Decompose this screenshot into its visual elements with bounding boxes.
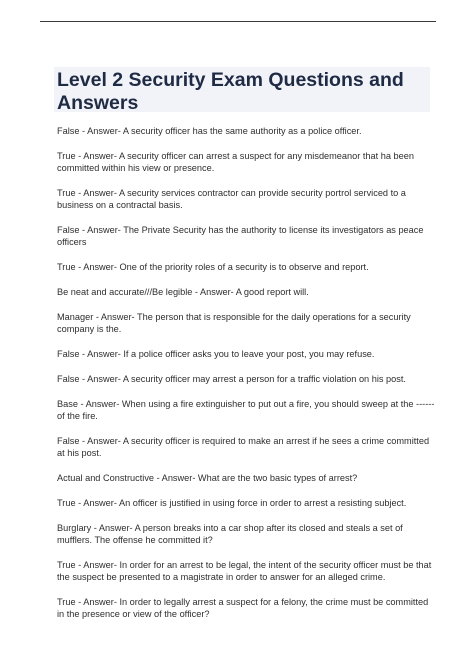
qa-item: True - Answer- A security services contractor can provide security portrol serviced to a business on a contractal basis. bbox=[57, 188, 406, 210]
qa-item: False - Answer- If a police officer asks you to leave your post, you may refuse. bbox=[57, 349, 375, 359]
qa-item: False - Answer- A security officer has the same authority as a police officer. bbox=[57, 126, 362, 136]
qa-item: True - Answer- An officer is justified in using force in order to arrest a resisting subject. bbox=[57, 498, 407, 508]
qa-item: Base - Answer- When using a fire extinguisher to put out a fire, you should sweep at the ------ of the fire. bbox=[57, 399, 435, 421]
qa-item: False - Answer- A security officer may arrest a person for a traffic violation on his post. bbox=[57, 374, 406, 384]
document-title: Level 2 Security Exam Questions and Answers bbox=[57, 69, 404, 114]
qa-list bbox=[57, 125, 435, 633]
header-rule bbox=[40, 21, 436, 22]
qa-item: True - Answer- In order for an arrest to be legal, the intent of the security officer must be that the suspect be presented to a magistrate in order to answer for an alleged crime. bbox=[57, 560, 432, 582]
qa-item: Actual and Constructive - Answer- What are the two basic types of arrest? bbox=[57, 473, 358, 483]
qa-item: False - Answer- A security officer is required to make an arrest if he sees a crime committed at his post. bbox=[57, 436, 430, 458]
qa-item: Manager - Answer- The person that is responsible for the daily operations for a security company is the. bbox=[57, 312, 411, 334]
qa-item: Be neat and accurate///Be legible - Answer- A good report will. bbox=[57, 287, 309, 297]
qa-item: Burglary - Answer- A person breaks into a car shop after its closed and steals a set of mufflers. The offense he committed it? bbox=[57, 523, 403, 545]
qa-item: True - Answer- One of the priority roles of a security is to observe and report. bbox=[57, 262, 369, 272]
qa-item: True - Answer- In order to legally arrest a suspect for a felony, the crime must be committed in the presence or view of the officer? bbox=[57, 597, 429, 619]
qa-item: False - Answer- The Private Security has the authority to license its investigators as peace officers bbox=[57, 225, 424, 247]
qa-item: True - Answer- A security officer can arrest a suspect for any misdemeanor that ha been committed within his view or presence. bbox=[57, 151, 414, 173]
